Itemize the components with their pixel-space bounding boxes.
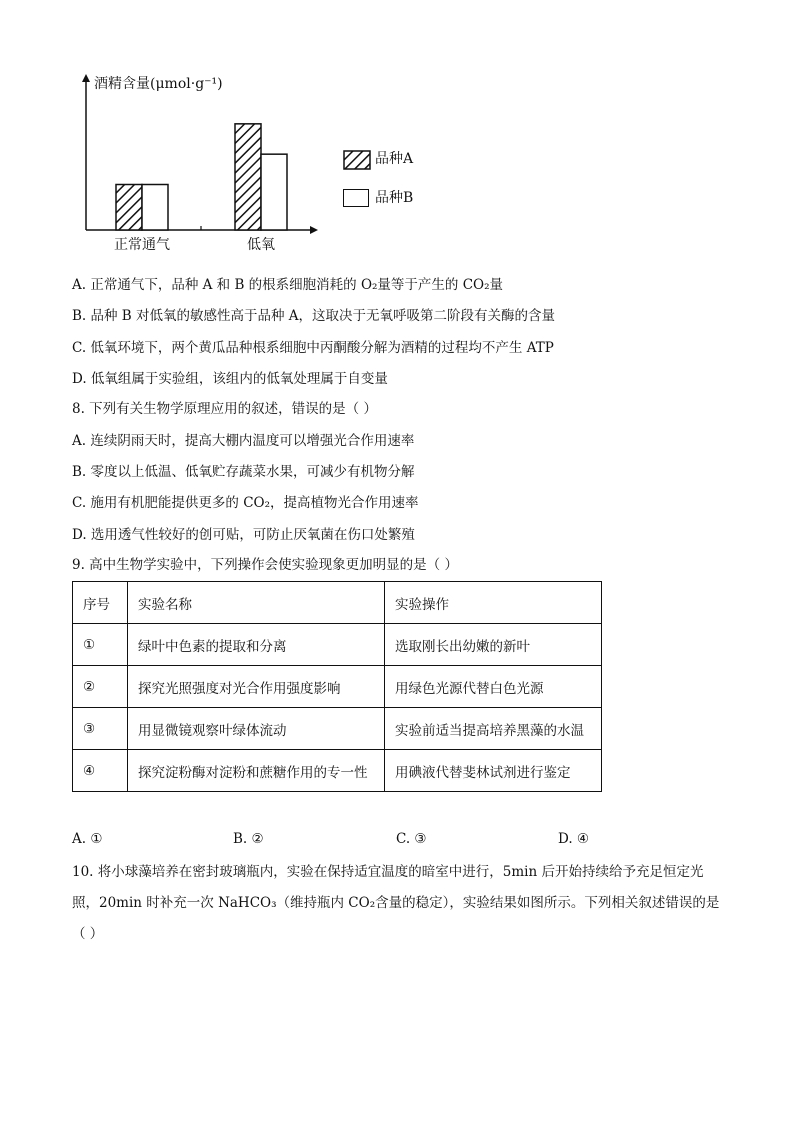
table-header-cell: 实验操作 — [385, 582, 602, 624]
legend-label-b: 品种B — [375, 190, 414, 206]
experiment-table — [72, 581, 602, 792]
bar-b-normal — [142, 185, 168, 231]
table-header-row — [73, 582, 602, 624]
q7-option-c: C. 低氧环境下，两个黄瓜品种根系细胞中丙酮酸分解为酒精的过程均不产生 ATP — [72, 340, 554, 356]
table-row — [73, 666, 602, 708]
q9-options — [72, 831, 672, 851]
table-cell: ③ — [73, 708, 128, 750]
table-cell: 探究光照强度对光合作用强度影响 — [128, 666, 385, 708]
q9-option-a: A. ① — [72, 831, 103, 847]
table-row — [73, 624, 602, 666]
legend-item-b — [343, 189, 463, 211]
q7-option-d: D. 低氧组属于实验组，该组内的低氧处理属于自变量 — [72, 371, 388, 387]
bar-a-normal — [116, 185, 142, 231]
q8-option-b: B. 零度以上低温、低氧贮存蔬菜水果，可减少有机物分解 — [72, 464, 415, 480]
q7-option-b: B. 品种 B 对低氧的敏感性高于品种 A，这取决于无氧呼吸第二阶段有关酶的含量 — [72, 308, 556, 324]
table-cell: 用显微镜观察叶绿体流动 — [128, 708, 385, 750]
q9-option-b: B. ② — [233, 831, 264, 847]
bar-a-hypoxia — [235, 124, 261, 230]
hatched-swatch-icon — [343, 150, 371, 170]
y-axis-arrow-icon — [82, 74, 90, 82]
q8-option-c: C. 施用有机肥能提供更多的 CO₂，提高植物光合作用速率 — [72, 495, 419, 511]
q10-stem-line-3: （ ） — [72, 926, 104, 942]
table-cell: 实验前适当提高培养黑藻的水温 — [385, 708, 602, 750]
table-cell: 探究淀粉酶对淀粉和蔗糖作用的专一性 — [128, 750, 385, 792]
table-row — [73, 750, 602, 792]
table-cell: ① — [73, 624, 128, 666]
table-cell: ④ — [73, 750, 128, 792]
legend-item-a — [343, 150, 463, 172]
q8-option-d: D. 选用透气性较好的创可贴，可防止厌氧菌在伤口处繁殖 — [72, 527, 415, 543]
table-cell: 选取刚长出幼嫩的新叶 — [385, 624, 602, 666]
q9-option-c: C. ③ — [396, 831, 427, 847]
q10-stem-line-1: 10. 将小球藻培养在密封玻璃瓶内，实验在保持适宜温度的暗室中进行，5min 后开始持续给予充足恒定光 — [72, 864, 704, 880]
table-cell: 用碘液代替斐林试剂进行鉴定 — [385, 750, 602, 792]
table-cell: 用绿色光源代替白色光源 — [385, 666, 602, 708]
table-header-cell: 序号 — [73, 582, 128, 624]
table-cell: ② — [73, 666, 128, 708]
x-tick-label: 低氧 — [247, 237, 275, 253]
q9-stem: 9. 高中生物学实验中，下列操作会使实验现象更加明显的是（ ） — [72, 557, 458, 573]
table-header-cell: 实验名称 — [128, 582, 385, 624]
x-tick-label: 正常通气 — [114, 237, 170, 253]
q9-option-d: D. ④ — [558, 831, 590, 847]
q8-option-a: A. 连续阴雨天时，提高大棚内温度可以增强光合作用速率 — [72, 433, 415, 449]
table-row — [73, 708, 602, 750]
q7-option-a: A. 正常通气下，品种 A 和 B 的根系细胞消耗的 O₂量等于产生的 CO₂量 — [72, 277, 504, 293]
q8-stem: 8. 下列有关生物学原理应用的叙述，错误的是（ ） — [72, 401, 377, 417]
table-cell: 绿叶中色素的提取和分离 — [128, 624, 385, 666]
q10-stem-line-2: 照，20min 时补充一次 NaHCO₃（维持瓶内 CO₂含量的稳定），实验结果如图所示。下列相关叙述错误的是 — [72, 895, 720, 911]
legend-label-a: 品种A — [375, 151, 414, 167]
bar-b-hypoxia — [261, 154, 287, 230]
blank-swatch-icon — [343, 189, 369, 207]
x-axis-arrow-icon — [310, 226, 318, 234]
y-axis-label: 酒精含量(μmol·g⁻¹) — [94, 76, 223, 92]
